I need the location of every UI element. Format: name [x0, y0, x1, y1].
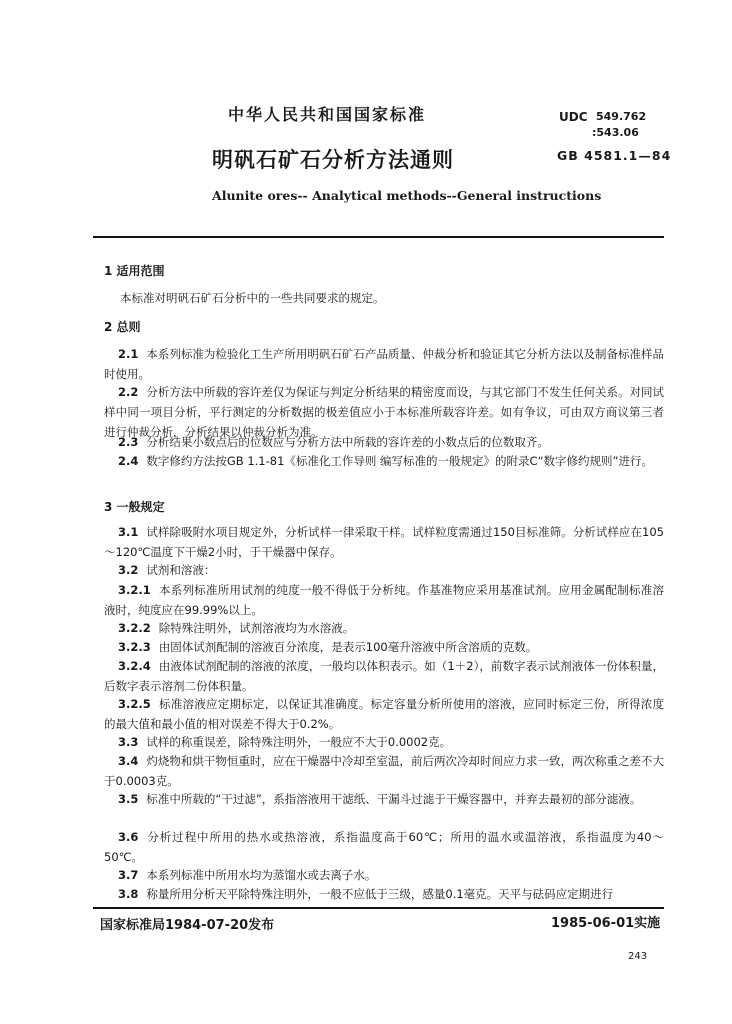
clause-text: 除特殊注明外，试剂溶液均为水溶液。 — [158, 621, 355, 635]
clause-text: 本系列标准中所用水均为蒸馏水或去离子水。 — [146, 868, 377, 882]
effective-date: 1985-06-01实施 — [551, 916, 661, 931]
clause-text: 由液体试剂配制的溶液的浓度，一般均以体积表示。如（1＋2），前数字表示试剂液体一份体积量，后数字表示溶剂二份体积量。 — [104, 659, 664, 693]
clause-number: 3.2 — [118, 563, 139, 577]
issue-date: 国家标准局1984-07-20发布 — [100, 918, 275, 933]
clause-text: 数字修约方法按GB 1.1-81《标准化工作导则 编写标准的一般规定》的附录C“数字修约规则”进行。 — [146, 454, 653, 468]
clause-number: 3.2.4 — [118, 659, 151, 673]
clause-text: 试样除吸附水项目规定外，分析试样一律采取干样。试样粒度需通过150目标准筛。分析试样应在105～120℃温度下干燥2小时，于干燥器中保存。 — [104, 525, 664, 559]
clause-number: 2.3 — [118, 435, 139, 449]
document-title-en: Alunite ores-- Analytical methods--General instructions — [212, 188, 602, 203]
clause-3-5 — [104, 789, 664, 809]
clause-text: 标准溶液应定期标定，以保证其准确度。标定容量分析所使用的溶液，应同时标定三份，所得浓度的最大值和最小值的相对误差不得大于0.2%。 — [104, 697, 664, 731]
clause-number: 3.7 — [118, 868, 139, 882]
clause-text: 试剂和溶液： — [146, 563, 216, 577]
clause-text: 本系列标准为检验化工生产所用明矾石矿石产品质量、仲裁分析和验证其它分析方法以及制备标准样品时使用。 — [104, 347, 664, 381]
standard-body-name: 中华人民共和国国家标准 — [228, 105, 427, 124]
gb-standard-code: GB 4581.1—84 — [557, 148, 672, 163]
section-1-heading: 1 适用范围 — [104, 264, 165, 278]
clause-3-7 — [104, 865, 664, 885]
clause-3-2-3 — [104, 637, 664, 657]
clause-number: 3.1 — [118, 525, 139, 539]
clause-text: 标准中所载的“干过滤”，系指溶液用干滤纸、干漏斗过滤于干燥容器中，并弃去最初的部分滤液。 — [146, 792, 642, 806]
section-1-body: 本标准对明矾石矿石分析中的一些共同要求的规定。 — [120, 291, 385, 305]
footer-divider — [93, 907, 664, 909]
clause-text: 本系列标准所用试剂的纯度一般不得低于分析纯。作基准物应采用基准试剂。应用金属配制标准溶液时，纯度应在99.99%以上。 — [104, 583, 664, 617]
clause-2-4 — [104, 451, 664, 471]
section-3-heading: 3 一般规定 — [104, 500, 165, 514]
clause-3-2-5 — [104, 694, 664, 734]
udc-code-secondary: :543.06 — [592, 126, 639, 139]
header-divider — [93, 236, 664, 238]
clause-number: 2.1 — [118, 347, 139, 361]
clause-3-4 — [104, 751, 664, 791]
clause-number: 3.6 — [118, 830, 139, 844]
clause-text: 试样的称重误差，除特殊注明外，一般应不大于0.0002克。 — [146, 735, 452, 749]
section-2-heading: 2 总则 — [104, 320, 141, 334]
document-title-cn: 明矾石矿石分析方法通则 — [212, 148, 454, 172]
clause-text: 分析方法中所载的容许差仅为保证与判定分析结果的精密度而设，与其它部门不发生任何关系。对同试样中同一项目分析，平行测定的分析数据的极差值应小于本标准所载容许差。如有争议，可由双方商议第三者进行仲裁分析，分析结果以仲裁分析为准。 — [104, 385, 664, 439]
clause-number: 3.2.1 — [118, 583, 151, 597]
page-number: 243 — [628, 951, 648, 962]
clause-3-8 — [104, 884, 664, 904]
udc-label: UDC — [559, 110, 588, 124]
clause-text: 分析过程中所用的热水或热溶液，系指温度高于60℃；所用的温水或温溶液，系指温度为40～50℃。 — [104, 830, 664, 864]
clause-text: 称量所用分析天平除特殊注明外，一般不应低于三级，感量0.1毫克。天平与砝码应定期进行 — [146, 887, 614, 901]
clause-number: 3.8 — [118, 887, 139, 901]
clause-number: 2.2 — [118, 385, 139, 399]
clause-2-3 — [104, 432, 664, 452]
clause-3-6 — [104, 827, 664, 867]
clause-3-2 — [104, 560, 664, 580]
clause-number: 3.2.5 — [118, 697, 151, 711]
clause-3-3 — [104, 732, 664, 752]
clause-text: 灼烧物和烘干物恒重时，应在干燥器中冷却至室温，前后两次冷却时间应力求一致，两次称重之差不大于0.0003克。 — [104, 754, 664, 788]
clause-number: 3.3 — [118, 735, 139, 749]
clause-3-1 — [104, 522, 664, 562]
clause-number: 3.4 — [118, 754, 139, 768]
udc-code-primary: 549.762 — [596, 110, 647, 123]
clause-3-2-2 — [104, 618, 664, 638]
clause-3-2-1 — [104, 580, 664, 620]
clause-2-1 — [104, 344, 664, 384]
clause-number: 2.4 — [118, 454, 139, 468]
clause-3-2-4 — [104, 656, 664, 696]
clause-number: 3.2.3 — [118, 640, 151, 654]
clause-text: 由固体试剂配制的溶液百分浓度，是表示100毫升溶液中所含溶质的克数。 — [158, 640, 538, 654]
clause-number: 3.2.2 — [118, 621, 151, 635]
clause-number: 3.5 — [118, 792, 139, 806]
clause-text: 分析结果小数点后的位数应与分析方法中所载的容许差的小数点后的位数取齐。 — [146, 435, 549, 449]
